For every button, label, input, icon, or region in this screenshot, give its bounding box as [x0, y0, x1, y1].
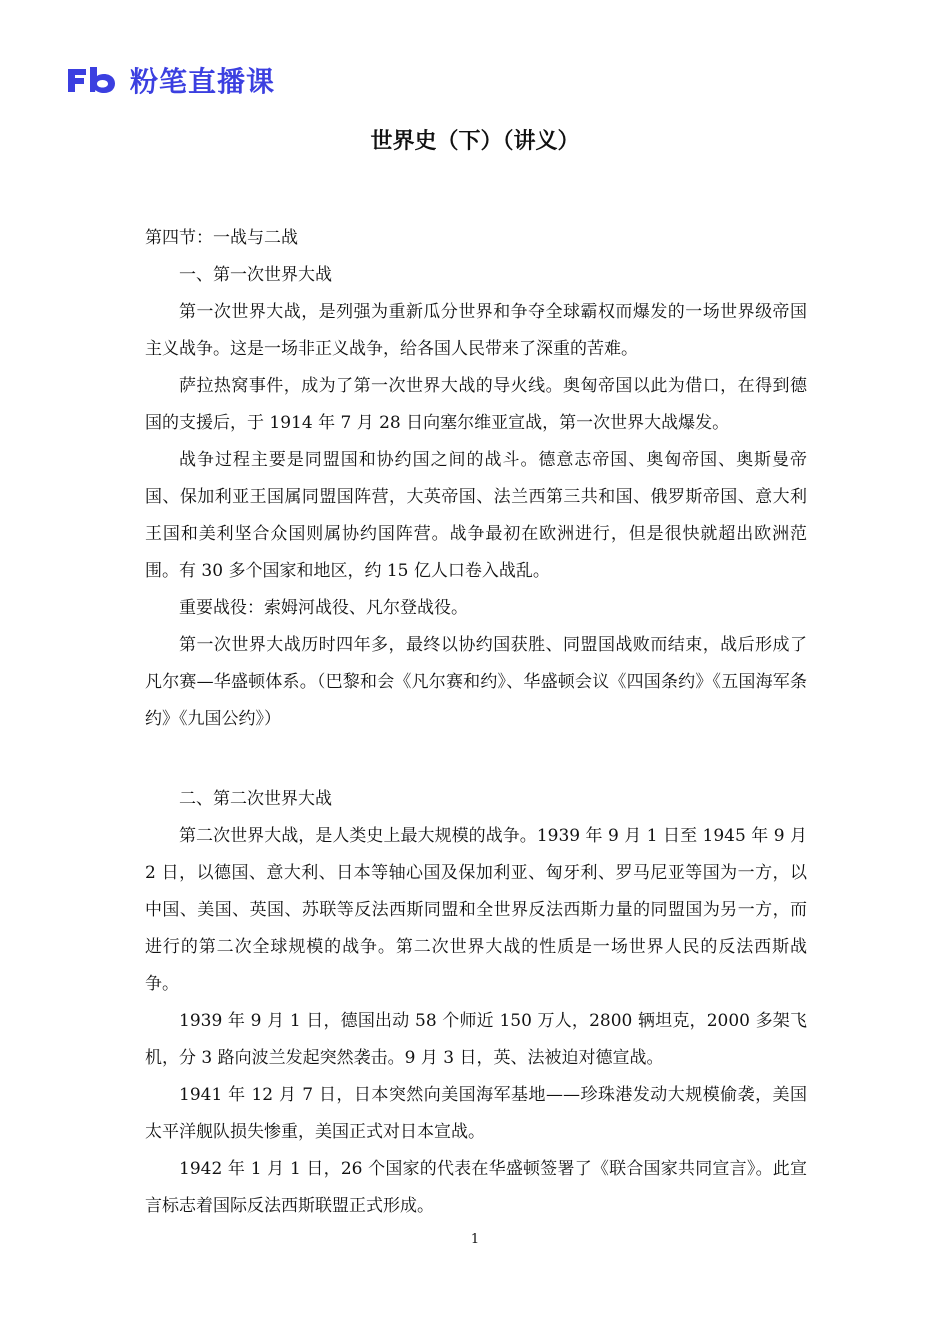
paragraph: 第一次世界大战历时四年多，最终以协约国获胜、同盟国战败而结束，战后形成了凡尔赛—华盛顿体系。（巴黎和会《凡尔赛和约》、华盛顿会议《四国条约》《五国海军条约》《九国公约》） — [145, 635, 807, 729]
section-spacer — [145, 738, 807, 781]
document-title: 世界史（下）（讲义） — [370, 129, 580, 154]
paragraph: 萨拉热窝事件，成为了第一次世界大战的导火线。奥匈帝国以此为借口，在得到德国的支援后，于 1914 年 7 月 28 日向塞尔维亚宣战，第一次世界大战爆发。 — [145, 376, 807, 433]
paragraph: 第二次世界大战，是人类史上最大规模的战争。1939 年 9 月 1 日至 1945 年 9 月 2 日，以德国、意大利、日本等轴心国及保加利亚、匈牙利、罗马尼亚等国为一方，以中国、美国、英国、苏联等反法西斯同盟和全世界反法西斯力量的同盟国为另一方，而进行的第二次全球规模的战争。第二次世界大战的性质是一场世界人民的反法西斯战争。 — [145, 826, 807, 994]
brand-logo — [66, 62, 275, 98]
fb-logo-icon — [66, 64, 124, 96]
brand-name: 粉笔直播课 — [130, 65, 276, 98]
paragraph: 战争过程主要是同盟国和协约国之间的战斗。德意志帝国、奥匈帝国、奥斯曼帝国、保加利亚王国属同盟国阵营，大英帝国、法兰西第三共和国、俄罗斯帝国、意大利王国和美利坚合众国则属协约国阵营。战争最初在欧洲进行，但是很快就超出欧洲范围。有 30 多个国家和地区，约 15 亿人口卷入战乱。 — [145, 450, 807, 581]
document-body — [145, 220, 807, 1225]
part1-heading: 一、第一次世界大战 — [179, 265, 332, 285]
paragraph: 重要战役：索姆河战役、凡尔登战役。 — [179, 598, 468, 618]
paragraph: 第一次世界大战，是列强为重新瓜分世界和争夺全球霸权而爆发的一场世界级帝国主义战争。这是一场非正义战争，给各国人民带来了深重的苦难。 — [145, 302, 807, 359]
part2-heading: 二、第二次世界大战 — [179, 789, 332, 809]
page-number: 1 — [470, 1232, 480, 1247]
paragraph: 1942 年 1 月 1 日，26 个国家的代表在华盛顿签署了《联合国家共同宣言》。此宣言标志着国际反法西斯联盟正式形成。 — [145, 1159, 807, 1216]
paragraph: 1939 年 9 月 1 日，德国出动 58 个师近 150 万人，2800 辆坦克，2000 多架飞机，分 3 路向波兰发起突然袭击。9 月 3 日，英、法被迫对德宣战。 — [145, 1011, 807, 1068]
paragraph: 1941 年 12 月 7 日，日本突然向美国海军基地——珍珠港发动大规模偷袭，美国太平洋舰队损失惨重，美国正式对日本宣战。 — [145, 1085, 807, 1142]
section-title: 第四节：一战与二战 — [145, 228, 298, 248]
